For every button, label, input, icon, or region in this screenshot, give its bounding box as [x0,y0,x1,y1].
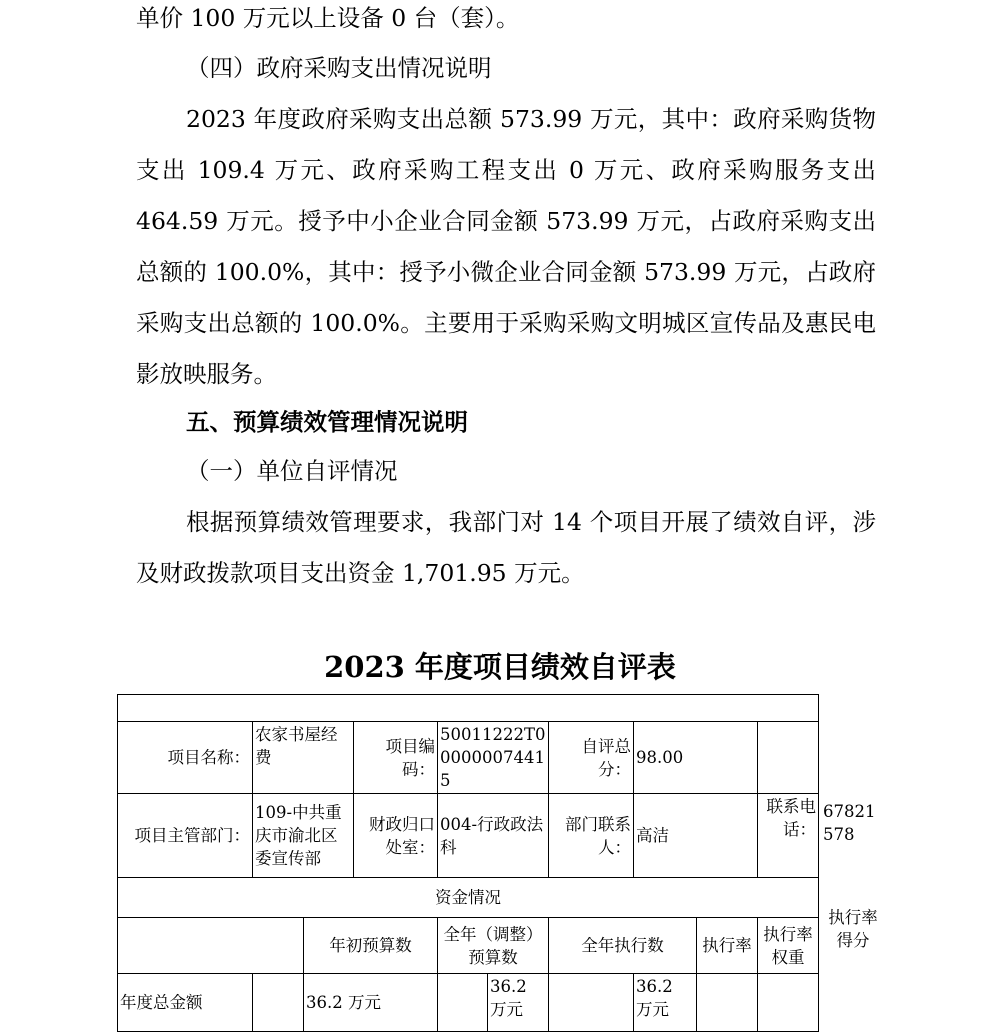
col-initial-budget: 年初预算数 [304,918,438,974]
dept-label: 项目主管部门： [118,794,253,878]
section-5-heading: 五、预算绩效管理情况说明 [186,408,468,436]
contact-value: 高洁 [634,794,758,878]
phone-value: 67821578 [823,802,876,844]
self-evaluation-paragraph: 根据预算绩效管理要求，我部门对 14 个项目开展了绩效自评，涉及财政拨款项目支出资金 1,701.95 万元。 [136,508,876,587]
project-evaluation-table [117,694,819,1032]
empty-cell [758,974,819,1032]
table-blank-row [118,695,819,722]
col-execution: 全年执行数 [549,918,697,974]
finance-office-value: 004-行政政法科 [438,794,549,878]
blank-cell [118,695,819,722]
empty-cell [118,918,304,974]
project-code-value: 50011222T000000074415 [438,722,549,794]
col-exec-weight-score [758,918,819,974]
self-score-value: 98.00 [634,722,758,794]
table-row [118,878,819,918]
col-exec-rate: 执行率 [697,918,758,974]
dept-value: 109-中共重庆市渝北区委宣传部 [253,794,354,878]
project-name-label: 项目名称： [118,722,253,794]
row-total-adjusted: 36.2 万元 [488,974,549,1032]
empty-cell [697,974,758,1032]
table-title: 2023 年度项目绩效自评表 [324,650,676,684]
funds-header: 资金情况 [118,878,819,918]
col-exec-weight: 执行率权重 [763,924,813,967]
table-header-row [118,918,819,974]
table-row [118,722,819,794]
empty-cell [253,974,304,1032]
phone-label-and-value [758,794,819,878]
row-total-initial: 36.2 万元 [304,974,438,1032]
col-adjusted-budget: 全年（调整）预算数 [438,918,549,974]
finance-office-label: 财政归口处室： [354,794,438,878]
table-row [118,974,819,1032]
row-total-label: 年度总金额 [118,974,253,1032]
project-name-value: 农家书屋经费 [253,722,354,794]
section-4-heading: （四）政府采购支出情况说明 [186,54,492,82]
project-code-label: 项目编码： [354,722,438,794]
procurement-paragraph: 2023 年度政府采购支出总额 573.99 万元，其中：政府采购货物支出 109.4 万元、政府采购工程支出 0 万元、政府采购服务支出 464.59 万元。授予中小企业合同金额 573.99 万元，占政府采购支出总额的 100.0%，其中：授予小微企业合同金额 573.99 万元，占政府采购支出总额的 100.0%。主要用于采购采购文明城区宣传品及惠民电影放映服务。 [136,105,876,388]
empty-cell [549,974,634,1032]
empty-cell [758,722,819,794]
phone-label: 联系电话： [766,796,816,839]
table-row [118,794,819,878]
empty-cell [438,974,488,1032]
text-line-equipment: 单价 100 万元以上设备 0 台（套）。 [136,4,520,32]
section-5-1-heading: （一）单位自评情况 [186,457,398,485]
self-score-label: 自评总分： [549,722,634,794]
contact-label: 部门联系人： [549,794,634,878]
col-exec-score: 执行率得分 [824,906,882,952]
row-total-execution: 36.2 万元 [634,974,697,1032]
